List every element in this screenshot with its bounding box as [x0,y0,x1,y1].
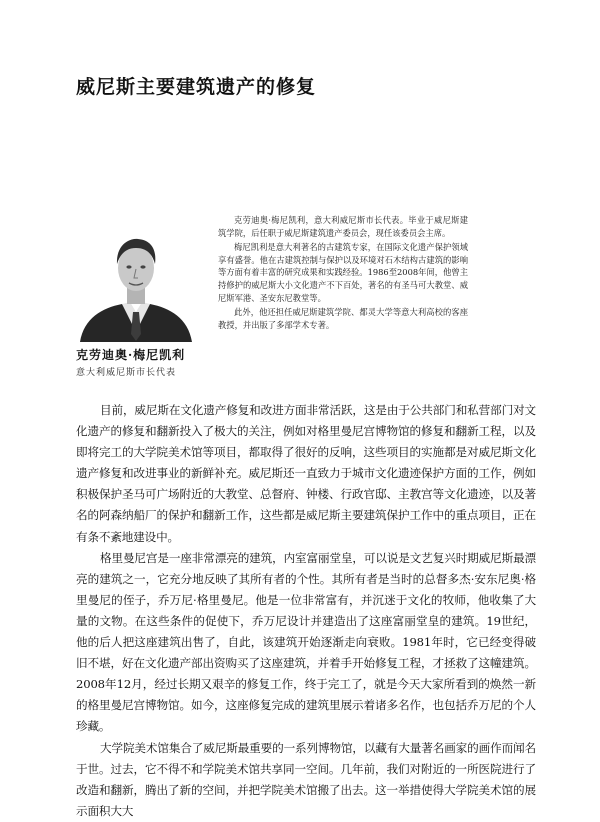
profile-name: 克劳迪奥·梅尼凯利 [76,348,186,362]
body-paragraph: 大学院美术馆集合了威尼斯最重要的一系列博物馆，以藏有大量著名画家的画作而闻名于世。过去，它不得不和学院美术馆共享同一空间。几年前，我们对附近的一所医院进行了改造和翻新，腾出了新的空间，并把学院美术馆搬了出去。这一举措使得大学院美术馆的展示面积大大 [76,740,536,818]
article-body [76,400,536,822]
profile-role: 意大利威尼斯市长代表 [76,368,177,378]
profile-bio [218,214,468,333]
bio-paragraph: 梅尼凯利是意大利著名的古建筑专家，在国际文化遗产保护领域享有盛誉。他在古建筑控制与保护以及环境对石木结构古建筑的影响等方面有着丰富的研究成果和实践经验。1986至2008年间，他曾主持修护的威尼斯大小文化遗产不下百处，著名的有圣马可大教堂、威尼斯军港、圣安东尼教堂等。 [218,242,468,303]
bio-paragraph: 克劳迪奥·梅尼凯利，意大利威尼斯市长代表。毕业于威尼斯建筑学院，后任职于威尼斯建筑遗产委员会，现任该委员会主席。 [218,215,468,238]
portrait-illustration-icon [76,222,196,342]
body-paragraph: 格里曼尼宫是一座非常漂亮的建筑，内室富丽堂皇，可以说是文艺复兴时期威尼斯最漂亮的建筑之一，它充分地反映了其所有者的个性。其所有者是当时的总督多杰·安东尼奥·格里曼尼的侄子，乔万尼·格里曼尼。他是一位非常富有，并沉迷于文化的牧师，他收集了大量的文物。在这些条件的促使下，乔万尼设计并建造出了这座富丽堂皇的建筑。19世纪，他的后人把这座建筑出售了，自此，该建筑开始逐渐走向衰败。1981年时，它已经变得破旧不堪，好在文化遗产部出资购买了这座建筑，并着手开始修复工程，才拯救了这幢建筑。2008年12月，经过长期又艰辛的修复工作，终于完工了，就是今天大家所看到的焕然一新的格里曼尼宫博物馆。如今，这座修复完成的建筑里展示着诸多名作，也包括乔万尼的个人珍藏。 [76,550,536,734]
portrait-photo [76,222,196,342]
body-paragraph: 目前，威尼斯在文化遗产修复和改进方面非常活跃，这是由于公共部门和私营部门对文化遗产的修复和翻新投入了极大的关注，例如对格里曼尼宫博物馆的修复和翻新工程，以及即将完工的大学院美术馆等项目，都取得了很好的反响，这些项目的实施都是对威尼斯文化遗产修复和改进事业的新鲜补充。威尼斯还一直致力于城市文化遗迹保护方面的工作，例如积极保护圣马可广场附近的大教堂、总督府、钟楼、行政官邸、主教宫等文化遗迹，以及著名的阿森纳船厂的保护和翻新工作，这些都是威尼斯主要建筑保护工作中的重点项目，正在有条不紊地建设中。 [76,403,536,544]
article-title: 威尼斯主要建筑遗产的修复 [76,76,317,98]
bio-paragraph: 此外，他还担任威尼斯建筑学院、都灵大学等意大利高校的客座教授，并出版了多部学术专著。 [218,307,468,330]
